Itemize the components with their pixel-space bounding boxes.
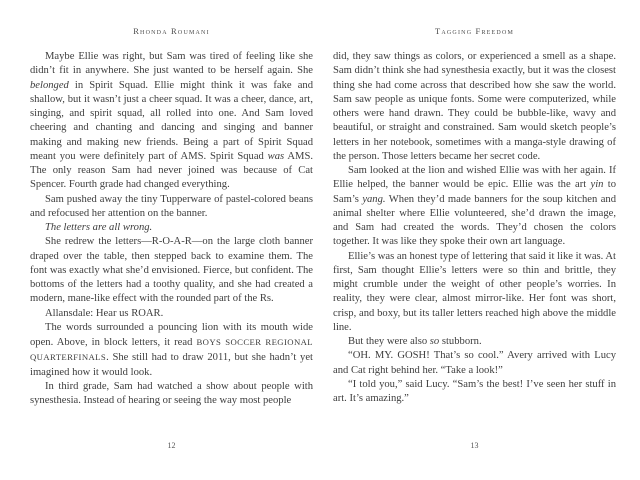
running-header-title: Tagging Freedom: [434, 26, 515, 36]
paragraph: Sam looked at the lion and wished Ellie was with her again. If Ellie helped, the banner would be epic. Ellie was the art yin to Sam’s yang. When they’d made banners for the soup kitchen and animal shelter where Ellie volunteered, she’d drawn the image, and Sam had created the words. They’d chosen the colors together. It was like they spoke their own art language.: [333, 165, 617, 248]
paragraph: The words surrounded a pouncing lion with its mouth wide open. Above, in block letters, it read BOYS SOCCER REGIONAL QUARTERFINALS. She still had to draw 2011, but she hadn’t yet imagined how it would look.: [30, 321, 313, 378]
page-number-left: 12: [167, 441, 176, 450]
paragraph: “I told you,” said Lucy. “Sam’s the best! I’ve seen her stuff in art. It’s amazing.”: [333, 378, 616, 404]
right-page: [333, 0, 616, 480]
left-page-body: [30, 50, 313, 408]
paragraph: Allansdale: Hear us ROAR.: [45, 307, 164, 319]
paragraph: Sam pushed away the tiny Tupperware of pastel-colored beans and refocused her attention on the banner.: [30, 193, 313, 219]
paragraph: did, they saw things as colors, or experienced a smell as a shape. Sam didn’t think she had synesthesia exactly, but it was the closest thing she had come across that described how she saw the world. Sam saw people as unique fonts. Some were computerized, while others were hand drawn. They could be bubble-like, wavy and beautiful, or straight and constrained. Sam would sketch people’s letters in her notebook, sometimes with a manga-style drawing of the person. Those letters became her secret code.: [333, 51, 616, 162]
paragraph: But they were also so stubborn.: [348, 336, 482, 347]
paragraph: In third grade, Sam had watched a show about people with synesthesia. Instead of hearing or seeing the way most people: [30, 380, 313, 406]
paragraph: Maybe Ellie was right, but Sam was tired of feeling like she didn’t fit in anywhere. She just wanted to be herself again. She belonged in Spirit Squad. Ellie might think it was fake and shallow, but it wasn’t just a cheer squad. It was a cheer, dance, art, singing, and spirit squad, all rolled into one. And Sam loved cheering and chanting and dancing and singing and banner making and making new friends. Being a part of Spirit Squad meant you were definitely part of AMS. Spirit Squad was AMS. The only reason Sam had never joined was because of Cat Spencer. Fourth grade had changed everything.: [30, 51, 313, 191]
page-number-right: 13: [470, 441, 479, 450]
running-header-author: Rhonda Roumani: [133, 26, 210, 36]
right-page-body: [333, 50, 616, 406]
paragraph: “OH. MY. GOSH! That’s so cool.” Avery arrived with Lucy and Cat right behind her. “Take a look!”: [333, 350, 616, 376]
paragraph: The letters are all wrong.: [45, 222, 153, 233]
paragraph: Ellie’s was an honest type of lettering that said it like it was. At first, Sam thought Ellie’s letters were so thin and brittle, they might crumble under the weight of other people’s worries. In reality, they were clear, almost mirror-like. Her font was short, crisp, and boxy, but its taller letters reached high above the middle line.: [333, 250, 616, 333]
paragraph: She redrew the letters—R-O-A-R—on the large cloth banner draped over the table, then stepped back to examine them. The font was exactly what she’d envisioned. Fierce, but confident. The bottoms of the letters had a toothy quality, and she had created a modern, mane-like effect with the rounded part of the Rs.: [30, 236, 313, 305]
left-page: [30, 0, 313, 480]
